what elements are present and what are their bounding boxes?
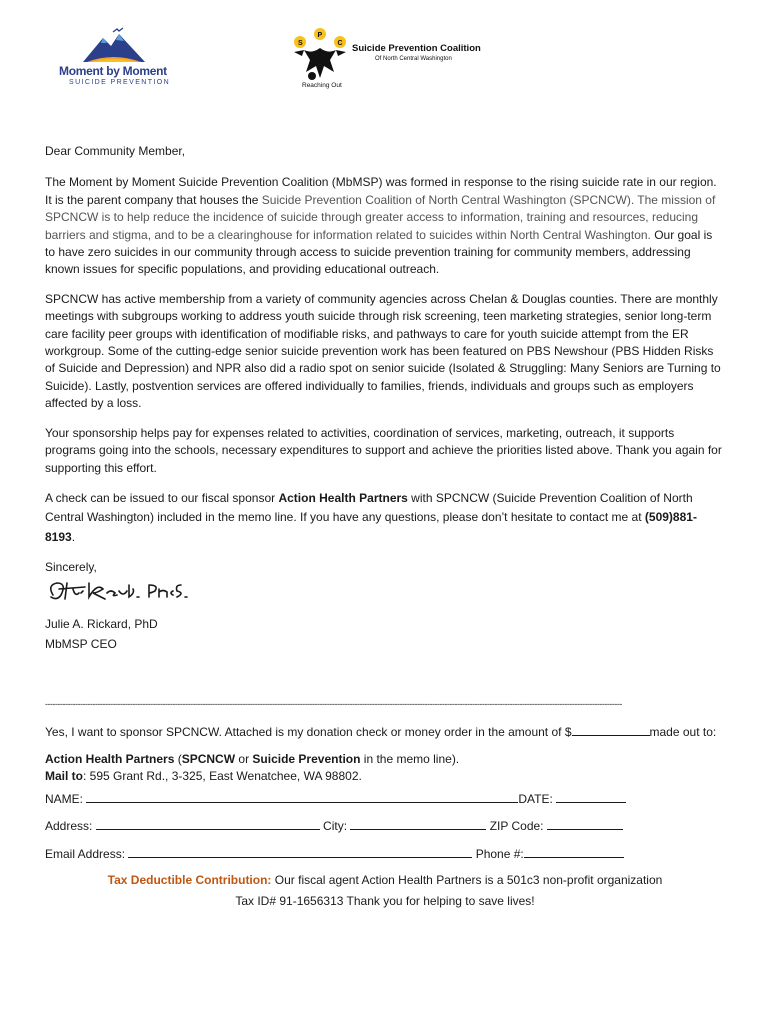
intro-text-goal: Our goal is to have zero suicides in our community through access to suicide prevention training for community members, addressing known issues for specific populations, and providing educational outreach. — [45, 227, 713, 277]
email-label: Email Address: — [45, 846, 129, 861]
zip-field[interactable] — [547, 817, 623, 830]
check-text-end: . — [71, 529, 76, 544]
address-label: Address: — [45, 819, 96, 834]
mail-address: : 595 Grant Rd., 3-325, East Wenatchee, WA 98802. — [83, 769, 362, 784]
spc-letter-c: C — [337, 40, 343, 47]
tax-deductible-label: Tax Deductible Contribution: — [107, 873, 272, 887]
moment-by-moment-logo — [55, 26, 173, 88]
mbm-logo-name: Moment by Moment — [59, 64, 167, 78]
intro-text-a: The Moment by Moment Suicide Prevention Coalition (MbMSP) was formed in response to the rising suicide rate in our region. It is the parent company that houses the — [45, 175, 717, 207]
closing: Sincerely, — [45, 560, 97, 575]
city-field[interactable] — [350, 817, 486, 830]
check-text-a: A check can be issued to our fiscal sponsor — [45, 490, 279, 505]
date-label: DATE: — [518, 791, 557, 806]
memo-rest: in the memo line). — [360, 751, 460, 766]
address-field[interactable] — [96, 817, 320, 830]
paragraph-intro — [45, 174, 725, 278]
mail-to-label: Mail to — [45, 769, 83, 784]
mbm-logo-subtitle: SUICIDE PREVENTION — [69, 79, 171, 86]
spc-logo-title: Suicide Prevention Coalition — [352, 43, 481, 54]
mail-to-line — [45, 768, 725, 786]
sponsor-line — [45, 723, 725, 742]
payee-name: Action Health Partners — [45, 751, 175, 766]
spc-logo-subtitle: Of North Central Washington — [375, 56, 452, 62]
intro-text-mission: Suicide Prevention Coalition of North Central Washington (SPCNCW). The mission of SPCNCW is to help reduce the incidence of suicide through greater access to information, training and resources, reducing barriers and stigma, and to be a clearinghouse for information related to suicides within North Central Washington. — [45, 192, 716, 242]
spc-logo — [290, 26, 500, 92]
signer-name: Julie A. Rickard, PhD — [45, 617, 158, 632]
date-field[interactable] — [556, 790, 626, 803]
check-text-c: with SPCNCW (Suicide Prevention Coalition of North Central Washington) included in the memo line. If you have any questions, please don’t hesitate to contact me at — [45, 490, 693, 525]
fiscal-sponsor-name: Action Health Partners — [278, 490, 408, 505]
made-out-text: made out to: — [649, 725, 717, 739]
phone-field[interactable] — [524, 845, 624, 858]
name-field[interactable] — [86, 790, 518, 803]
cut-line-separator: --------------------------------------------------------------------------------------------------------------------------------------------------------------------------------------------------------------------------------------- — [45, 699, 622, 709]
letter-body — [45, 143, 725, 654]
reaching-out-figures-icon — [290, 26, 352, 84]
sponsor-text: Yes, I want to sponsor SPCNCW. Attached is my donation check or money order in the amount of $ — [45, 725, 572, 739]
name-date-row — [45, 790, 725, 809]
memo-option-suicide-prevention: Suicide Prevention — [252, 751, 361, 766]
email-phone-row — [45, 845, 725, 864]
handwritten-signature — [45, 575, 195, 609]
payee-line — [45, 751, 725, 769]
address-row — [45, 817, 725, 836]
greeting: Dear Community Member, — [45, 144, 186, 158]
city-label: City: — [319, 819, 351, 834]
memo-or: or — [235, 751, 253, 766]
name-label: NAME: — [45, 791, 87, 806]
spc-logo-tagline: Reaching Out — [302, 82, 342, 89]
payee-open: ( — [174, 751, 182, 766]
paragraph-sponsorship: Your sponsorship helps pay for expenses related to activities, coordination of services, marketing, outreach, it supports programs going into the schools, necessary expenditures to support and achieve the priorities listed above. Thank you again for supporting this effort. — [45, 425, 722, 475]
tax-deductible-line — [45, 872, 725, 890]
tax-id-line: Tax ID# 91-1656313 Thank you for helping to save lives! — [235, 894, 535, 908]
signer-title: MbMSP CEO — [45, 637, 117, 652]
paragraph-membership: SPCNCW has active membership from a variety of community agencies across Chelan & Douglas counties. There are monthly meetings with subgroups working to address youth suicide through risk screening, teen marketing strategies, senior long-term care facility peer groups with identification of modifiable risks, and pathways to care for youth suicide attempt from the ER workgroup. Some of the cutting-edge senior suicide prevention work has been featured on PBS Newshour (PBS Hidden Risks of Suicide and Depression) and NPR also did a radio spot on senior suicide (Isolated & Struggling: Many Seniors are Turning to Suicide). Lastly, postvention services are offered individually to families, friends, individuals and groups such as employers affected by a loss. — [45, 291, 721, 411]
spc-letter-s: S — [298, 40, 303, 47]
donation-amount-field[interactable] — [572, 723, 650, 736]
paragraph-check — [45, 489, 725, 548]
mountain-bird-icon — [83, 26, 145, 64]
zip-label: ZIP Code: — [486, 819, 547, 834]
email-field[interactable] — [128, 845, 472, 858]
phone-label: Phone #: — [472, 846, 524, 861]
donation-form — [45, 697, 725, 908]
tax-deductible-text: Our fiscal agent Action Health Partners is a 501c3 non-profit organization — [271, 873, 663, 887]
memo-option-spcncw: SPCNCW — [181, 751, 236, 766]
contact-phone: (509)881-8193 — [45, 510, 697, 544]
spc-letter-p: P — [317, 32, 323, 39]
